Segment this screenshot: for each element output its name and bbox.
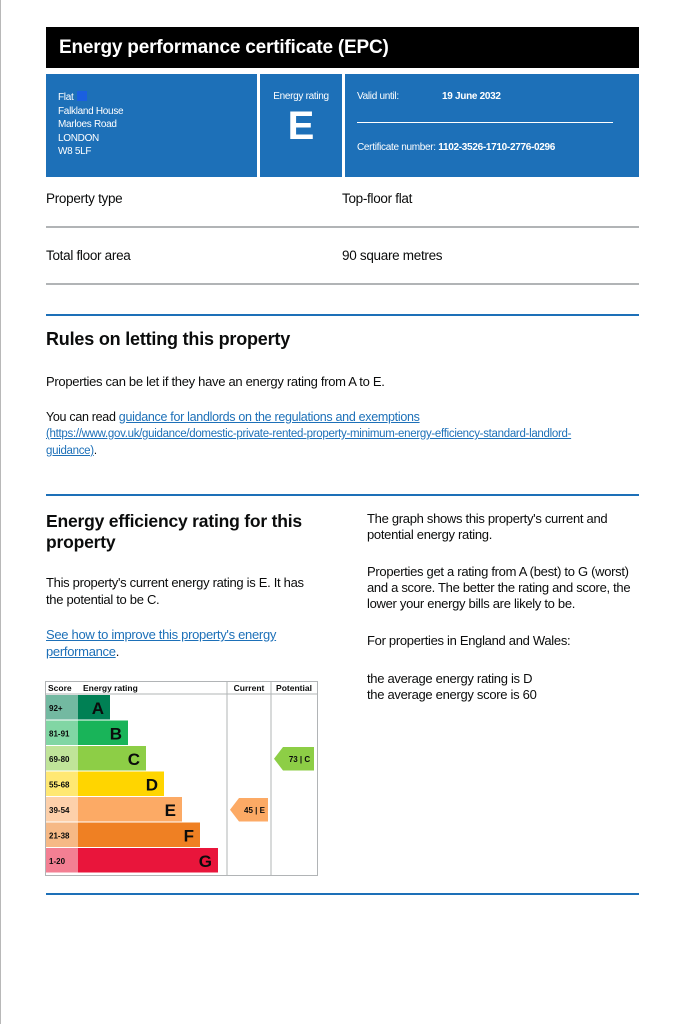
letting-heading: Rules on letting this property (46, 329, 291, 349)
graph-description-line-1: The graph shows this property's current and (367, 511, 608, 526)
improve-link-suffix: . (115, 644, 119, 659)
rating-explanation-line-3: lower your energy bills are likely to be. (367, 596, 576, 611)
potential-header: Potential (276, 683, 312, 693)
score-range-c: 69-80 (49, 754, 70, 764)
divider (46, 283, 639, 285)
address-line-4: LONDON (58, 132, 99, 144)
efficiency-heading-line-2: property (46, 532, 116, 552)
certificate-number (357, 142, 555, 153)
property-type-label: Property type (46, 191, 123, 206)
validity-divider (357, 122, 613, 123)
section-divider (46, 314, 639, 316)
band-letter-d: D (145, 775, 158, 795)
score-range-e: 39-54 (49, 805, 70, 815)
guidance-url-link[interactable]: (https://www.gov.uk/guidance/domestic-private-rented-property-minimum-energy-efficiency-standard-landlord- (46, 428, 572, 440)
rating-box (260, 74, 342, 177)
energy-rating-chart (45, 681, 318, 877)
floor-area-label: Total floor area (46, 248, 131, 263)
rating-value: E (287, 104, 315, 148)
band-letter-a: A (91, 698, 104, 718)
address-line-1: Flat (58, 92, 74, 103)
page-title: Energy performance certificate (EPC) (46, 27, 639, 68)
property-type-value: Top-floor flat (342, 191, 413, 206)
section-divider (46, 893, 639, 895)
address-line-2: Falkland House (58, 105, 124, 117)
letting-paragraph: Properties can be let if they have an energy rating from A to E. (46, 374, 385, 389)
guidance-url-link-end[interactable]: guidance) (46, 445, 94, 457)
efficiency-paragraph-line-1: This property's current energy rating is E. It has (46, 575, 304, 590)
efficiency-heading-line-1: Energy efficiency rating for this (46, 511, 302, 531)
rating-label: Energy rating (273, 91, 329, 102)
improve-link-line-1[interactable]: See how to improve this property's energy (46, 627, 277, 642)
average-score: the average energy score is 60 (367, 687, 537, 702)
floor-area-value: 90 square metres (342, 248, 443, 263)
rating-explanation-line-1: Properties get a rating from A (best) to G (worst) (367, 564, 629, 579)
address-line-3: Marloes Road (58, 119, 117, 130)
divider (46, 226, 639, 228)
address-line-5: W8 5LF (58, 146, 92, 157)
efficiency-paragraph (46, 574, 304, 608)
energy-rating-header: Energy rating (83, 683, 138, 693)
address-box (46, 74, 257, 177)
average-stats (367, 671, 647, 703)
certificate-label: Certificate number: (357, 142, 436, 153)
guidance-prefix: You can read (46, 410, 119, 424)
band-letter-e: E (164, 800, 176, 820)
current-rating-label: 45 | E (244, 805, 265, 815)
letting-guidance-paragraph (46, 409, 571, 460)
efficiency-paragraph-line-2: the potential to be C. (46, 592, 160, 607)
section-divider (46, 494, 639, 496)
potential-rating-label: 73 | C (288, 754, 311, 764)
graph-description (367, 511, 647, 543)
current-header: Current (233, 683, 265, 693)
score-range-g: 1-20 (49, 856, 66, 866)
band-letter-g: G (198, 851, 212, 871)
score-range-a: 92+ (49, 703, 63, 713)
guidance-suffix: . (93, 445, 97, 457)
validity-box (345, 74, 639, 177)
redaction-mark (77, 91, 87, 101)
score-range-b: 81-91 (49, 729, 70, 739)
average-rating: the average energy rating is D (367, 671, 533, 686)
score-range-f: 21-38 (49, 831, 70, 841)
score-range-d: 55-68 (49, 780, 70, 790)
improve-link-line-2[interactable]: performance (46, 644, 116, 659)
band-letter-c: C (127, 749, 140, 769)
band-bar-f (78, 823, 200, 848)
valid-until-date: 19 June 2032 (442, 91, 501, 102)
efficiency-heading (46, 511, 302, 553)
rating-explanation (367, 564, 647, 612)
improve-link-block (46, 626, 276, 660)
region-note: For properties in England and Wales: (367, 633, 571, 648)
valid-until-label: Valid until: (357, 91, 399, 102)
rating-explanation-line-2: and a score. The better the rating and score, the (367, 580, 631, 595)
graph-description-line-2: potential energy rating. (367, 527, 493, 542)
page-edge (0, 0, 1, 1024)
band-bar-g (78, 848, 218, 873)
score-header: Score (48, 683, 72, 693)
band-letter-b: B (109, 724, 122, 744)
guidance-link[interactable]: guidance for landlords on the regulations and exemptions (118, 410, 420, 424)
certificate-value: 1102-3526-1710-2776-0296 (438, 142, 556, 153)
band-letter-f: F (183, 826, 194, 846)
